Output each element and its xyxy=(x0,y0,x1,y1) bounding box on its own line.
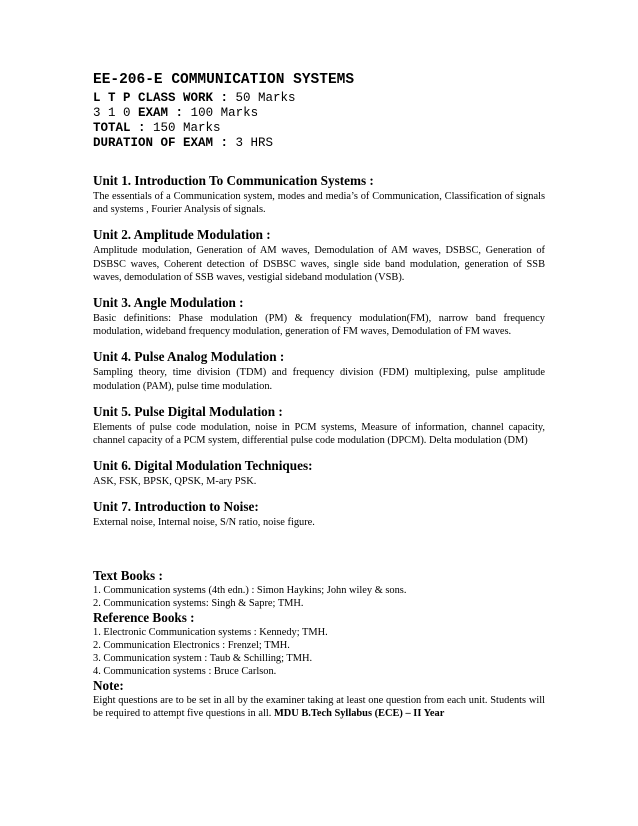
text-book-item: 2. Communication systems: Singh & Sapre; TMH. xyxy=(93,597,304,609)
unit-heading: Unit 3. Angle Modulation : xyxy=(93,295,244,311)
unit-2 xyxy=(93,227,545,284)
total-label: TOTAL : xyxy=(93,121,146,135)
text-books-section xyxy=(93,568,545,610)
unit-body: Sampling theory, time division (TDM) and frequency division (FDM) multiplexing, pulse amplitude modulation (PAM), pulse time modulation. xyxy=(93,367,545,392)
total-value: 150 Marks xyxy=(153,121,221,135)
note-heading: Note: xyxy=(93,677,124,693)
syllabus-footer: MDU B.Tech Syllabus (ECE) – II Year xyxy=(273,707,445,719)
syllabus-page xyxy=(93,72,545,720)
unit-body: Basic definitions: Phase modulation (PM) & frequency modulation(FM), narrow band frequency modulation, wideband frequency modulation, generation of FM waves, Demodulation of FM waves. xyxy=(93,313,545,338)
total-line xyxy=(93,121,545,136)
exam-line xyxy=(93,106,545,121)
unit-heading: Unit 2. Amplitude Modulation : xyxy=(93,227,271,243)
course-title: EE-206-E COMMUNICATION SYSTEMS xyxy=(93,72,355,88)
reference-book-item: 1. Electronic Communication systems : Kennedy; TMH. xyxy=(93,626,328,638)
reference-books-heading: Reference Books : xyxy=(93,609,195,625)
reference-book-item: 2. Communication Electronics : Frenzel; TMH. xyxy=(93,639,290,651)
unit-body: The essentials of a Communication system, modes and media’s of Communication, Classification of signals and systems , Fourier Analysis of signals. xyxy=(93,191,545,216)
unit-heading: Unit 1. Introduction To Communication Systems : xyxy=(93,173,374,188)
ltp-values: 3 1 0 xyxy=(93,106,131,120)
reference-book-item: 4. Communication systems : Bruce Carlson. xyxy=(93,665,277,677)
duration-line xyxy=(93,136,545,151)
note-body xyxy=(93,694,545,720)
class-work-line xyxy=(93,91,545,106)
unit-heading: Unit 6. Digital Modulation Techniques: xyxy=(93,458,313,474)
exam-label: EXAM : xyxy=(138,106,184,120)
unit-3 xyxy=(93,295,545,338)
unit-1 xyxy=(93,173,545,216)
class-work-value: 50 Marks xyxy=(235,91,296,105)
duration-value: 3 HRS xyxy=(235,136,274,150)
unit-5 xyxy=(93,404,545,447)
ltp-class-work-label: L T P CLASS WORK : xyxy=(93,91,229,105)
unit-4 xyxy=(93,349,545,392)
unit-heading: Unit 5. Pulse Digital Modulation : xyxy=(93,403,283,419)
text-book-item: 1. Communication systems (4th edn.) : Simon Haykins; John wiley & sons. xyxy=(93,584,407,596)
note-text: Eight questions are to be set in all by the examiner taking at least one question from each unit. Students will be required to attempt five questions in all. xyxy=(93,694,545,719)
unit-body: External noise, Internal noise, S/N ratio, noise figure. xyxy=(93,517,315,529)
unit-6 xyxy=(93,458,545,488)
unit-body: Amplitude modulation, Generation of AM waves, Demodulation of AM waves, DSBSC, Generation of DSBSC waves, Coherent detection of DSBSC waves, single side band modulation, generation of SSB waves, demodulation of SSB waves, vestigial sideband modulation (VSB). xyxy=(93,245,545,283)
note-section xyxy=(93,678,545,720)
reference-book-item: 3. Communication system : Taub & Schilling; TMH. xyxy=(93,652,313,664)
unit-heading: Unit 4. Pulse Analog Modulation : xyxy=(93,349,285,365)
text-books-heading: Text Books : xyxy=(93,567,163,583)
unit-body: ASK, FSK, BPSK, QPSK, M-ary PSK. xyxy=(93,476,257,488)
unit-7 xyxy=(93,499,545,529)
unit-body: Elements of pulse code modulation, noise in PCM systems, Measure of information, channel capacity, channel capacity of a PCM system, differential pulse code modulation (DPCM). Delta modulation (DM) xyxy=(93,421,545,447)
duration-label: DURATION OF EXAM : xyxy=(93,136,229,150)
exam-value: 100 Marks xyxy=(190,106,259,120)
reference-books-section xyxy=(93,610,545,678)
unit-heading: Unit 7. Introduction to Noise: xyxy=(93,499,259,515)
